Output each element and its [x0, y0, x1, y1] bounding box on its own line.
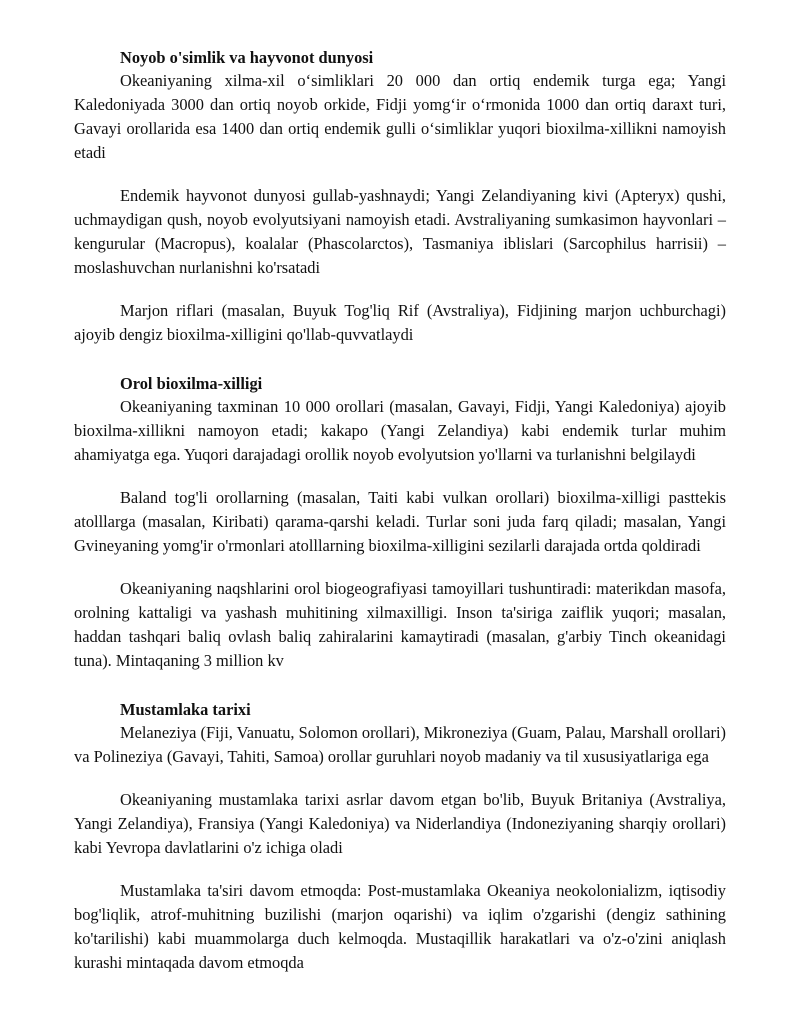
section-heading-colonial-history: Mustamlaka tarixi	[120, 700, 251, 719]
section-heading-flora-fauna: Noyob o'simlik va hayvonot dunyosi	[120, 48, 374, 67]
paragraph: Baland tog'li orollarning (masalan, Taiti kabi vulkan orollari) bioxilma-xilligi pasttekis atolllarga (masalan, Kiribati) qarama-qarshi keladi. Turlar soni juda farq qiladi; masalan, Yangi Gvineyaning yomg'ir o'rmonlari atolllarning bioxilma-xilligini sezilarli darajada ortda qoldiradi	[74, 488, 726, 555]
paragraph: Endemik hayvonot dunyosi gullab-yashnaydi; Yangi Zelandiyaning kivi (Apteryx) qushi, uchmaydigan qush, noyob evolyutsiyani namoyish etadi. Avstraliyaning sumkasimon hayvonlari – kengurular (Macropus), koalalar (Phascolarctos), Tasmaniya iblislari (Sarcophilus harrisii) – moslashuvchan nurlanishni ko'rsatadi	[74, 186, 726, 277]
paragraph: Marjon riflari (masalan, Buyuk Tog'liq Rif (Avstraliya), Fidjining marjon uchburchagi) ajoyib dengiz bioxilma-xilligini qo'llab-quvvatlaydi	[74, 301, 726, 344]
paragraph: Okeaniyaning xilma-xil o‘simliklari 20 000 dan ortiq endemik turga ega; Yangi Kaledoniyada 3000 dan ortiq noyob orkide, Fidji yomg‘ir o‘rmonida 1000 dan ortiq daraxt turi, Gavayi orollarida esa 1400 dan ortiq endemik gulli o‘simliklar yuqori bioxilma-xillikni namoyish etadi	[74, 71, 726, 162]
section-heading-island-biodiversity: Orol bioxilma-xilligi	[120, 374, 263, 393]
paragraph: Okeaniyaning naqshlarini orol biogeografiyasi tamoyillari tushuntiradi: materikdan masofa, orolning kattaligi va yashash muhitining xilmaxilligi. Inson ta'siriga zaiflik yuqori; masalan, haddan tashqari baliq ovlash baliq zahiralarini kamaytiradi (masalan, g'arbiy Tinch okeanidagi tuna). Mintaqaning 3 million kv	[74, 579, 726, 670]
paragraph: Melaneziya (Fiji, Vanuatu, Solomon orollari), Mikroneziya (Guam, Palau, Marshall orollari) va Polineziya (Gavayi, Tahiti, Samoa) orollar guruhlari noyob madaniy va til xususiyatlariga ega	[74, 723, 727, 766]
paragraph: Okeaniyaning taxminan 10 000 orollari (masalan, Gavayi, Fidji, Yangi Kaledoniya) ajoyib bioxilma-xillikni namoyon etadi; kakapo (Yangi Zelandiya) kabi endemik turlar muhim ahamiyatga ega. Yuqori darajadagi orollik noyob evolyutsion yo'llarni va turlanishni belgilaydi	[74, 397, 726, 464]
paragraph: Mustamlaka ta'siri davom etmoqda: Post-mustamlaka Okeaniya neokolonializm, iqtisodiy bog'liqlik, atrof-muhitning buzilishi (marjon oqarishi) va iqlim o'zgarishi (dengiz sathining ko'tarilishi) kabi muammolarga duch kelmoqda. Mustaqillik harakatlari va o'z-o'zini aniqlash kurashi mintaqada davom etmoqda	[74, 881, 726, 972]
paragraph: Okeaniyaning mustamlaka tarixi asrlar davom etgan bo'lib, Buyuk Britaniya (Avstraliya, Yangi Zelandiya), Fransiya (Yangi Kaledoniya) va Niderlandiya (Indoneziyaning sharqiy orollari) kabi Yevropa davlatlarini o'z ichiga oladi	[74, 790, 726, 857]
